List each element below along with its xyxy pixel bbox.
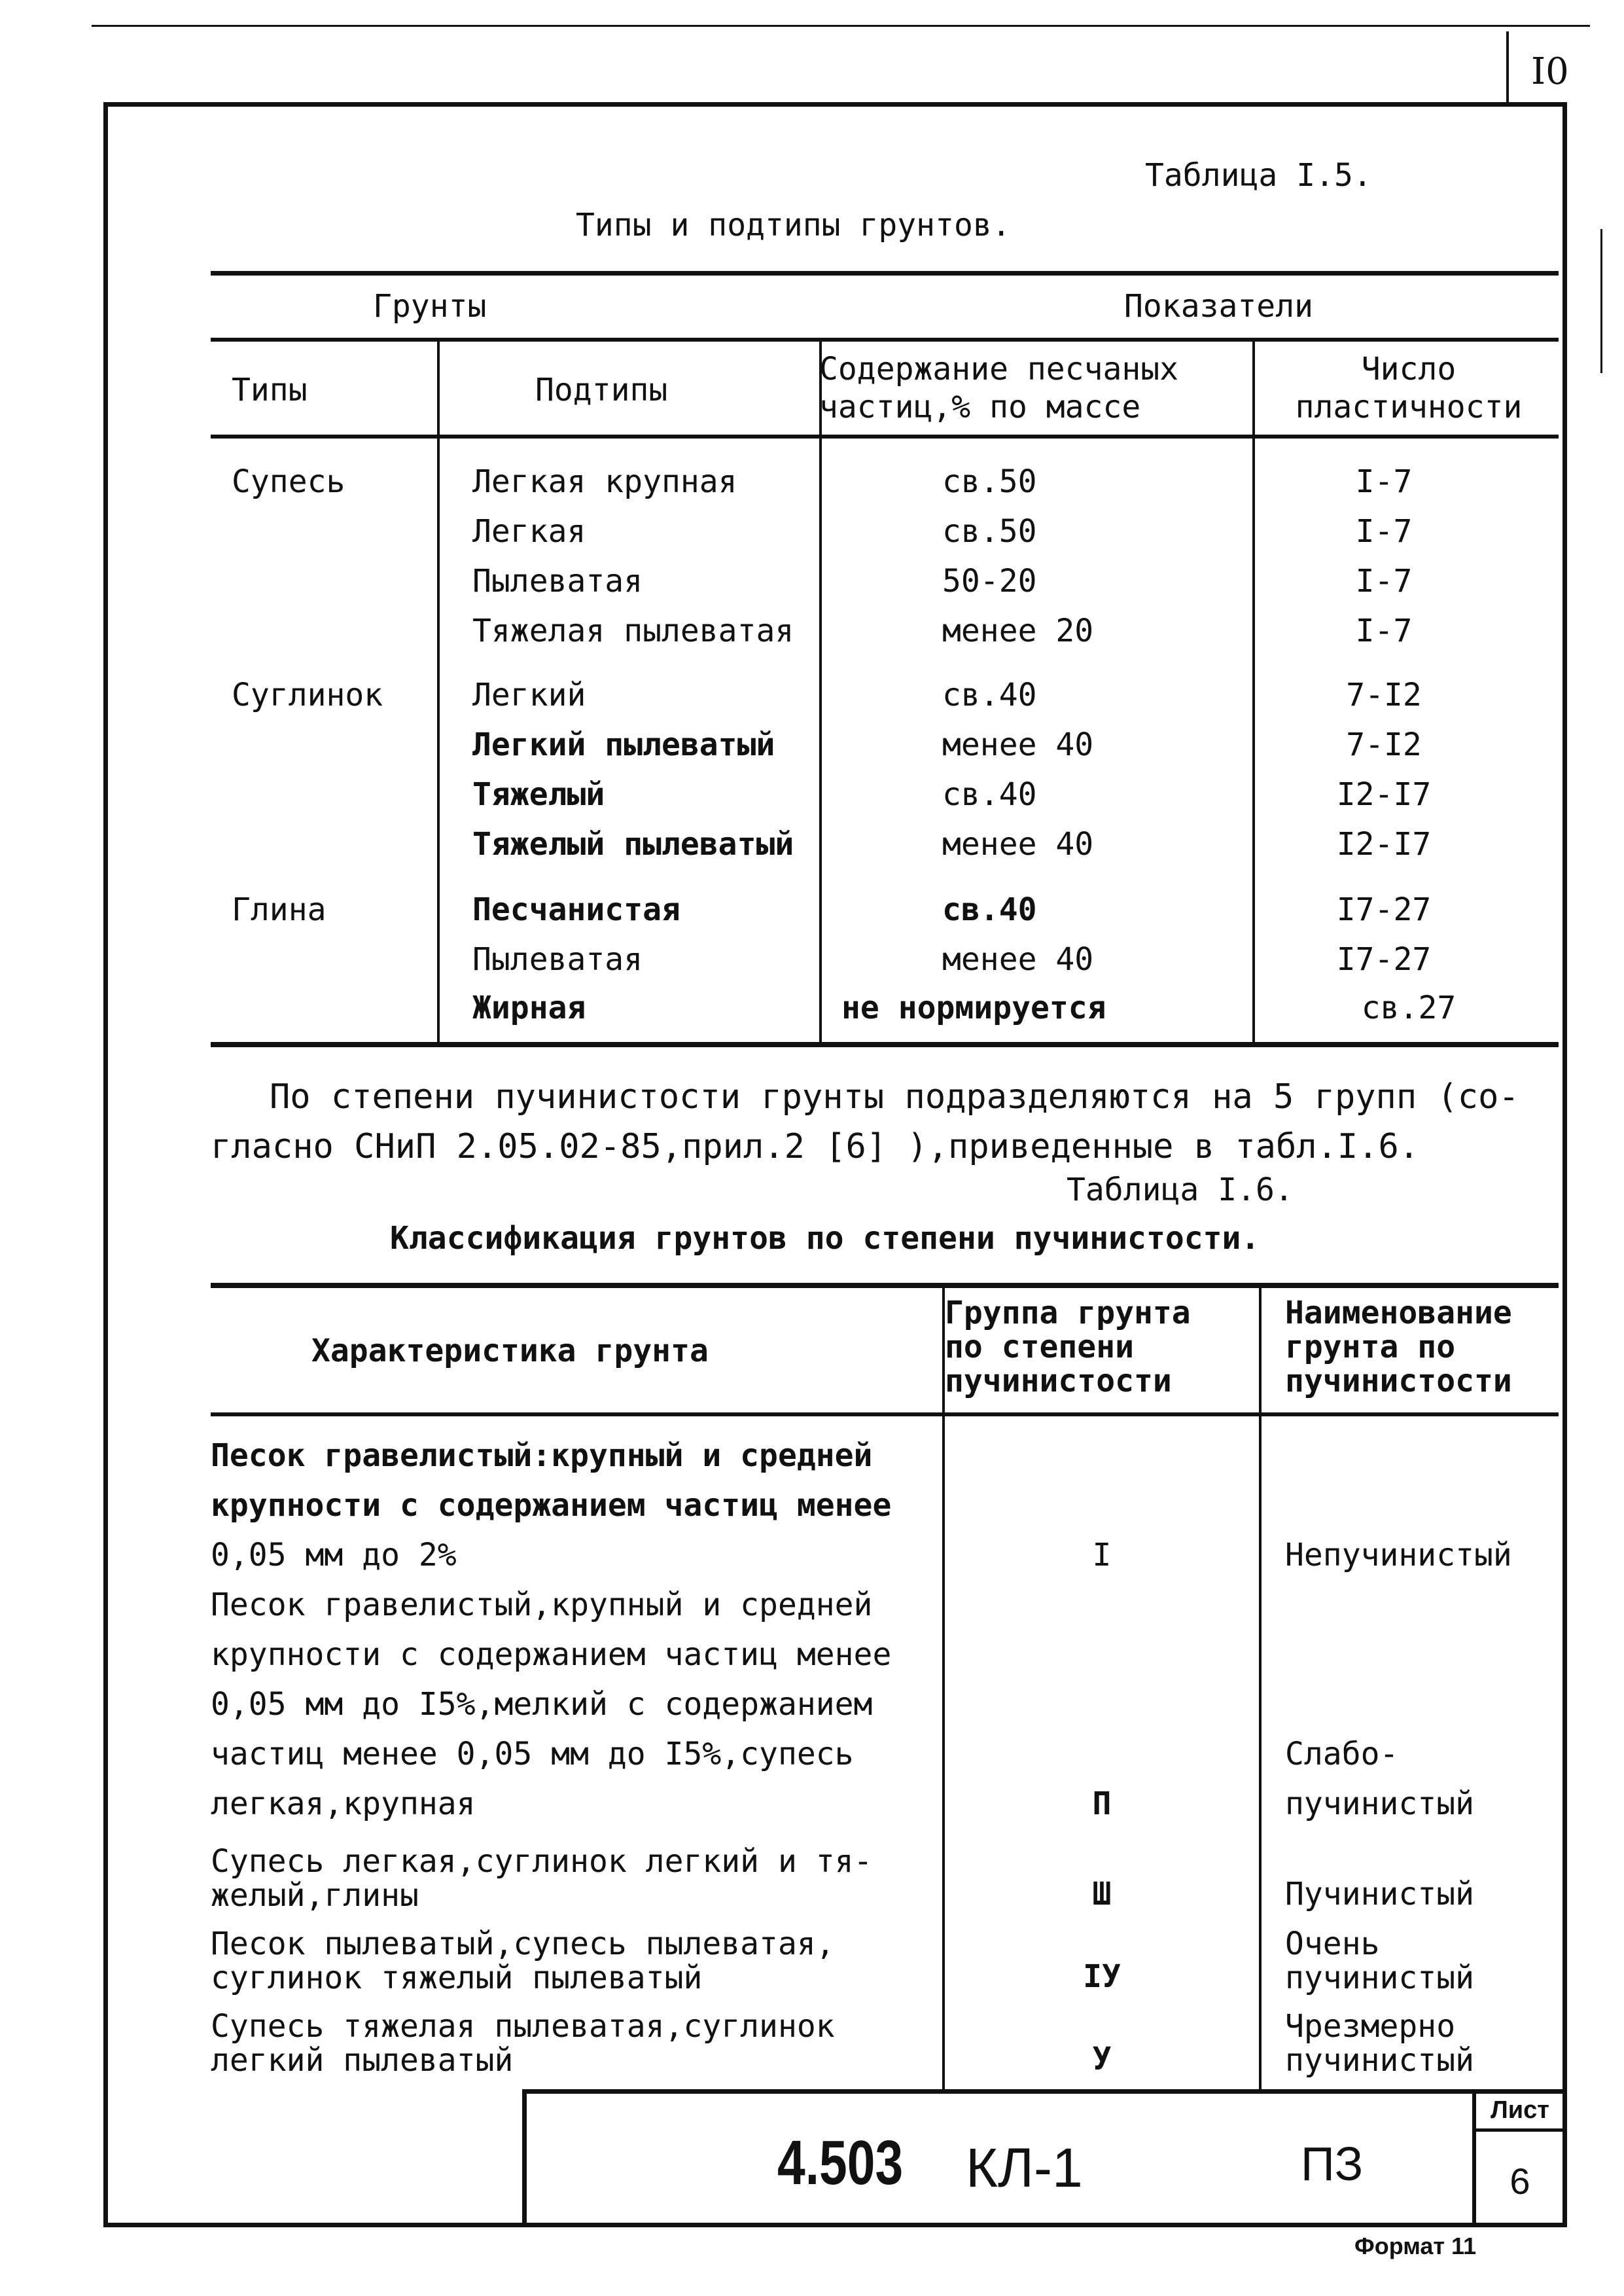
- paragraph-line-1: По степени пучинистости грунты подразделяются на 5 групп (со-: [270, 1077, 1519, 1117]
- stamp-sheet-label-rule: [1474, 2128, 1564, 2132]
- table2-row-characteristic-line: крупности с содержанием частиц менее: [211, 1636, 892, 1673]
- table1-row-plast: св.27: [1361, 990, 1456, 1026]
- table2-row-characteristic-line: Супесь легкая,суглинок легкий и тя-: [211, 1843, 873, 1880]
- table2-row-characteristic-line: суглинок тяжелый пылеватый: [211, 1960, 703, 1996]
- stamp-section: ПЗ: [1301, 2138, 1364, 2191]
- table1-row-subtype: Песчанистая: [472, 891, 680, 928]
- table1-row-subtype: Легкая: [472, 513, 586, 550]
- table1-row-subtype: Пылеватая: [472, 941, 643, 978]
- table1-row-plast: I2-I7: [1336, 776, 1432, 813]
- table1-row-plast: 7-I2: [1346, 677, 1422, 713]
- table2-row-characteristic-line: Песок гравелистый,крупный и средней: [211, 1587, 873, 1623]
- table1-row-subtype: Легкий: [472, 677, 586, 713]
- table1-row-sand: менее 40: [942, 826, 1094, 863]
- table1-row-plast: I7-27: [1336, 891, 1432, 928]
- table1-row-sand: менее 40: [942, 941, 1094, 978]
- table2-header-group-1: Группа грунта: [945, 1295, 1191, 1331]
- frame-bottom: [103, 2223, 1567, 2227]
- table1-row-type: Суглинок: [232, 677, 383, 713]
- table1-row-plast: I-7: [1355, 513, 1413, 550]
- table1-row-sand: менее 40: [942, 726, 1094, 763]
- table1-group-header-indicators: Показатели: [1124, 288, 1313, 325]
- table1-bottom-rule: [211, 1042, 1559, 1047]
- table1-group-rule: [211, 338, 1559, 342]
- stamp-sheet-number: 6: [1509, 2161, 1530, 2202]
- table2-row-group: Ш: [1092, 1876, 1112, 1912]
- table1-row-subtype: Тяжелый пылеватый: [472, 826, 794, 863]
- table1-row-sand: св.40: [942, 776, 1037, 813]
- table2-header-name-1: Наименование: [1285, 1295, 1512, 1331]
- page-number-frame-left: [1506, 31, 1509, 103]
- stamp-series: КЛ-1: [966, 2137, 1083, 2198]
- table2-header-group-2: по степени: [945, 1329, 1134, 1365]
- table2-top-rule: [211, 1283, 1559, 1288]
- table2-row-name-line: Непучинистый: [1285, 1537, 1512, 1573]
- table2-row-characteristic-line: желый,глины: [211, 1877, 419, 1914]
- table2-row-characteristic-line: Песок пылеватый,супесь пылеватая,: [211, 1926, 835, 1962]
- table1-row-plast: I-7: [1355, 563, 1413, 600]
- page-number: I0: [1531, 50, 1569, 93]
- table1-row-subtype: Жирная: [472, 990, 586, 1026]
- table1-row-subtype: Пылеватая: [472, 563, 643, 600]
- table1-row-subtype: Тяжелая пылеватая: [472, 613, 794, 649]
- table2-title: Классификация грунтов по степени пучинистости.: [390, 1220, 1260, 1257]
- frame-left: [103, 102, 108, 2227]
- table2-row-group: П: [1092, 1785, 1112, 1822]
- table2-row-group: I: [1092, 1537, 1112, 1573]
- table1-top-rule: [211, 271, 1559, 276]
- stamp-sheet-label: Лист: [1491, 2096, 1549, 2124]
- table2-row-characteristic-line: частиц менее 0,05 мм до I5%,супесь: [211, 1736, 854, 1772]
- format-label: Формат 11: [1354, 2233, 1477, 2259]
- table1-row-plast: I2-I7: [1336, 826, 1432, 863]
- table1-col-divider-2: [819, 340, 822, 1045]
- table1-row-plast: I7-27: [1336, 941, 1432, 978]
- table2-caption: Таблица I.6.: [1067, 1172, 1294, 1208]
- table2-row-group: IУ: [1083, 1958, 1121, 1995]
- table1-row-sand: св.50: [942, 463, 1037, 500]
- margin-mark-right: [1600, 229, 1602, 373]
- table1-row-type: Супесь: [232, 463, 345, 500]
- top-edge-line: [92, 25, 1590, 27]
- table1-row-type: Глина: [232, 891, 327, 928]
- table2-header-group-3: пучинистости: [945, 1363, 1172, 1399]
- table2-header-name-3: пучинистости: [1285, 1363, 1512, 1399]
- stamp-top-rule: [523, 2089, 1564, 2094]
- table2-row-name-line: Слабо-: [1285, 1736, 1399, 1772]
- table1-row-sand: св.50: [942, 513, 1037, 550]
- table2-header-characteristic: Характеристика грунта: [311, 1333, 709, 1369]
- table2-row-characteristic-line: Песок гравелистый:крупный и средней: [211, 1437, 873, 1474]
- table1-row-plast: I-7: [1355, 463, 1413, 500]
- table1-row-sand: не нормируется: [841, 990, 1106, 1026]
- frame-top: [106, 102, 1566, 107]
- stamp-left-rule: [522, 2089, 527, 2225]
- table1-row-subtype: Легкий пылеватый: [472, 726, 775, 763]
- table2-header-name-2: грунта по: [1285, 1329, 1456, 1365]
- table2-row-characteristic-line: крупности с содержанием частиц менее: [211, 1487, 892, 1524]
- table2-row-name-line: пучинистый: [1285, 2042, 1474, 2079]
- table2-row-name-line: Чрезмерно: [1285, 2008, 1456, 2045]
- table1-row-sand: св.40: [942, 677, 1037, 713]
- table2-row-name-line: пучинистый: [1285, 1960, 1474, 1996]
- table2-row-name-line: Очень: [1285, 1926, 1380, 1962]
- table1-row-subtype: Легкая крупная: [472, 463, 737, 500]
- table2-row-characteristic-line: легкий пылеватый: [211, 2042, 514, 2079]
- table1-header-subtypes: Подтипы: [535, 372, 668, 408]
- table1-header-sand-1: Содержание песчаных: [819, 351, 1179, 387]
- table2-row-characteristic-line: легкая,крупная: [211, 1785, 476, 1822]
- table1-row-sand: св.40: [942, 891, 1037, 928]
- table2-row-name-line: Пучинистый: [1285, 1876, 1474, 1912]
- table2-row-name-line: пучинистый: [1285, 1785, 1474, 1822]
- table2-row-characteristic-line: 0,05 мм до 2%: [211, 1537, 457, 1573]
- table2-header-rule: [211, 1412, 1559, 1416]
- table2-row-characteristic-line: Супесь тяжелая пылеватая,суглинок: [211, 2008, 835, 2045]
- frame-right: [1562, 102, 1567, 2227]
- table1-header-types: Типы: [232, 372, 308, 408]
- table1-row-plast: 7-I2: [1346, 726, 1422, 763]
- table2-col-divider-2: [1259, 1285, 1262, 2092]
- table1-caption: Таблица I.5.: [1145, 157, 1372, 194]
- table1-header-rule: [211, 435, 1559, 439]
- table2-row-group: У: [1092, 2041, 1112, 2077]
- table1-row-plast: I-7: [1355, 613, 1413, 649]
- stamp-doc-code: 4.503: [777, 2128, 904, 2198]
- table1-header-plast-1: Число: [1361, 351, 1456, 387]
- table1-header-plast-2: пластичности: [1295, 389, 1523, 425]
- table1-title: Типы и подтипы грунтов.: [576, 207, 1011, 243]
- table2-row-characteristic-line: 0,05 мм до I5%,мелкий с содержанием: [211, 1686, 873, 1723]
- table1-row-sand: 50-20: [942, 563, 1037, 600]
- paragraph-line-2: гласно СНиП 2.05.02-85,прил.2 [6] ),приведенные в табл.I.6.: [211, 1127, 1420, 1166]
- table1-row-sand: менее 20: [942, 613, 1094, 649]
- table1-col-divider-1: [437, 340, 440, 1045]
- table1-header-sand-2: частиц,% по массе: [819, 389, 1141, 425]
- table1-group-header-soils: Грунты: [373, 288, 487, 325]
- table1-row-subtype: Тяжелый: [472, 776, 605, 813]
